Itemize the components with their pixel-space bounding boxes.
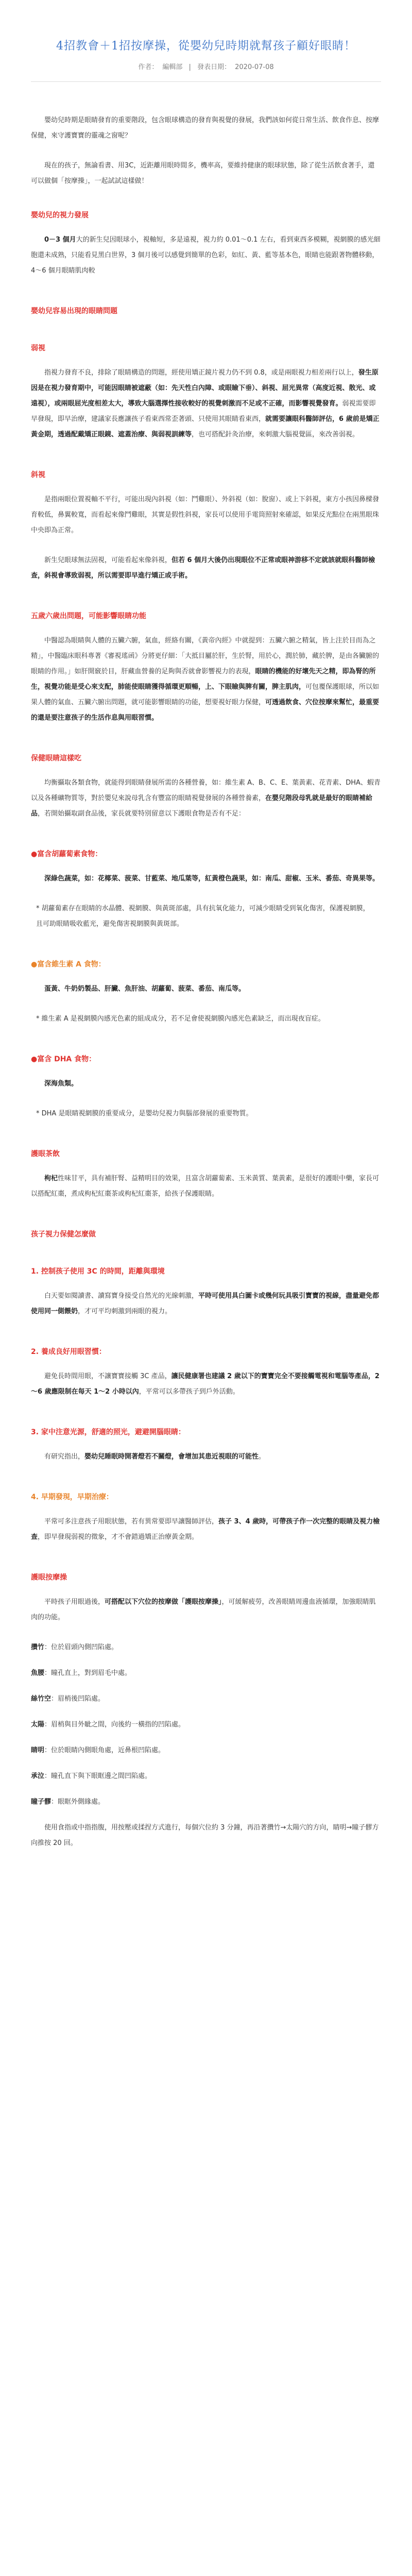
body-paragraph	[31, 633, 381, 726]
tip-heading: 2. 養成良好用眼習慣：	[31, 1348, 106, 1356]
tip-heading: 1. 控制孩子使用 3C 的時間，距離與環境	[31, 1267, 165, 1276]
acupoint-name: 睛明	[31, 1747, 45, 1754]
intro-paragraph: 現在的孩子，無論看書、用3C，近距離用眼時間多，機率高，要維持健康的眼球狀態，除了從生活飲食著手，還可以做個「按摩操」，一起試試這樣做！	[31, 162, 375, 185]
tip-heading: 4. 早期發現，早期治療：	[31, 1493, 113, 1501]
acupoint-item	[31, 1769, 381, 1784]
acupoint-desc: ：眼眶外側緣處。	[51, 1798, 105, 1806]
body-text: 可包覆保護眼球，所以如果人體的氣血、五臟六腑出問題，就可能影響眼睛的功能，想要視好眼力保健，	[31, 683, 380, 706]
emphasis-text: 就需要讓眼科醫師評估，6 歲前是矯正黃金期，透過配戴矯正眼鏡、遮蓋治療、與弱視訓練等	[31, 415, 380, 438]
emphasis-text: 深綠色蔬菜，如：花椰菜、菠菜、甘藍菜、地瓜葉等，紅黃橙色蔬果，如：南瓜、甜椒、玉米、番茄、奇異果等。	[44, 875, 380, 883]
emphasis-text: 可透過飲食、穴位按摩來幫忙，最重要的還是要注意孩子的生活作息與用眼習慣。	[31, 699, 380, 722]
acupoint-list	[31, 1640, 381, 1810]
acupoint-desc: ：位於眼睛內側眼角處，近鼻根凹陷處。	[44, 1747, 165, 1754]
food-group-label: ●富含維生素 A 食物：	[31, 960, 106, 969]
emphasis-text: 平時可使用具白圖卡或幾何玩具吸引寶寶的視線，盡量避免都使用同一側餵奶	[31, 1292, 380, 1315]
section-heading: 護眼按摩操	[31, 1573, 67, 1582]
body-paragraph	[31, 1171, 381, 1202]
body-text: 有研究指出，	[44, 1453, 85, 1461]
body-text: 平常可多注意孩子用眼狀態，若有異常要即早讓醫師評估，	[44, 1518, 219, 1526]
food-group-label: ●富含胡蘿蔔素食物：	[31, 850, 102, 858]
body-paragraph	[31, 1369, 381, 1400]
acupoint-desc: ：瞳孔直上，對到眉毛中處。	[44, 1669, 132, 1677]
section-heading: 孩子視力保健怎麼做	[31, 1230, 96, 1239]
body-text: ，也可搭配針灸治療，來刺激大腦視覺區，來改善弱視。	[192, 431, 359, 438]
subsection-heading: 護眼茶飲	[31, 1150, 60, 1158]
date-label: 發表日期：	[197, 63, 231, 71]
method-paragraph	[31, 1820, 381, 1851]
body-text: 。	[259, 1453, 266, 1461]
body-paragraph	[31, 775, 381, 822]
body-text: 指視力發育不良，排除了眼睛構造的問題，經使用矯正鏡片視力仍不到 0.8，或是兩眼視力相差兩行以上，	[44, 369, 358, 377]
body-paragraph	[31, 1289, 381, 1319]
emphasis-text: 讓民健康署也建議 2 歲以下的寶寶完全不要接觸電視和電腦等產品，2～6 歲應限制在每天 1～2 小時以內	[31, 1372, 380, 1396]
body-text: ，平常可以多帶孩子到戶外活動。	[139, 1388, 239, 1396]
emphasis-text: 0－3 個月	[44, 236, 76, 244]
section-heading: 保健眼睛這樣吃	[31, 754, 81, 762]
body-text: 平時孩子用眼過後，	[44, 1598, 105, 1606]
body-text: 白天要如閱讀書、讀寫寶身接受自然光的光線刺激，	[44, 1292, 199, 1300]
acupoint-desc: ：瞳孔直下與下眼眶邊之間凹陷處。	[44, 1772, 152, 1780]
food-group-label: ●富含 DHA 食物：	[31, 1055, 96, 1063]
emphasis-text: 但若 6 個月大後仍出現眼位不正常或眼神游移不定就該就眼科醫師檢查，斜視會導致弱視，所以需要即早進行矯正或手術。	[31, 556, 375, 580]
emphasis-text: 脾有關，脾主肌肉，	[245, 683, 306, 691]
body-paragraph	[31, 553, 381, 584]
body-paragraph	[31, 1514, 381, 1545]
body-text: 均衡攝取各類食物，就能得到眼睛發展所需的各種營養，如：維生素 A、B、C、E、葉黃素、花青素、DHA、蝦青以及各種礦物質等，對於嬰兒來說母乳含有豐富的眼睛視覺發展的各種營養素，	[31, 779, 381, 802]
subsection-heading: 弱視	[31, 344, 45, 352]
emphasis-text: 在嬰兒階段母乳就是最好的眼睛補給品	[31, 794, 373, 818]
subsection-heading: 五歲六歲出問題，可能影響眼睛功能	[31, 612, 146, 620]
food-list	[31, 1076, 381, 1092]
tip-heading: 3. 家中注意光源，舒適的照光，避避開腦眼睛：	[31, 1428, 185, 1436]
emphasis-text: 孩子 3、4 歲時，可帶孩子作一次完整的眼睛及視力檢查	[31, 1518, 380, 1541]
body-paragraph: 是指兩眼位置視軸不平行，可能出現內斜視（如：鬥雞眼）、外斜視（如：脫窗）、或上下斜視，東方小孩因鼻樑發育較低，鼻翼較寬，而看起來像鬥雞眼，其實是假性斜視，家長可以使用手電筒照射來確認，如果反光點位在兩黑眼珠中央即為正常。	[31, 496, 380, 534]
food-note: * 維生素 A 是視網膜內感光色素的組成成分，若不足會使視網膜內感光色素缺乏，而出現夜盲症。	[36, 1015, 325, 1023]
food-list	[31, 871, 381, 887]
emphasis-text: 枸杞	[44, 1175, 58, 1182]
body-text: 性味甘平，具有補肝腎、益精明目的效果，且富含胡蘿蔔素、玉米黃質、葉黃素，是很好的護眼中藥，家長可以搭配紅棗，煮成枸杞紅棗茶或枸杞紅棗茶，給孩子保護眼睛。	[31, 1175, 380, 1198]
acupoint-item	[31, 1743, 381, 1758]
article-title: 4招教會＋1招按摩操，從嬰幼兒時期就幫孩子顧好眼睛！	[56, 40, 356, 53]
body-text: 睛明→瞳子髎方向推按 20 回。	[31, 1824, 379, 1847]
body-paragraph	[31, 1595, 381, 1625]
body-text: 避免長時間用眼，不讓寶寶接觸 3C 產品，	[44, 1372, 171, 1380]
author-name: 編輯部	[162, 63, 183, 71]
acupoint-name: 絲竹空	[31, 1695, 52, 1703]
publish-date: 2020-07-08	[235, 63, 274, 71]
food-note: * DHA 是眼睛視網膜的重要成分，是嬰幼兒視力與腦部發展的重要物質。	[36, 1110, 253, 1117]
body-text: 使用食指或中指指腹，用按壓或揉捏方式進行，每個穴位約 3 分鐘，再沿著攢竹→太陽穴的方向，	[44, 1824, 333, 1832]
section-heading: 嬰幼兒的視力發展	[31, 211, 89, 219]
section-heading: 嬰幼兒容易出現的眼睛問題	[31, 307, 117, 315]
food-list	[31, 981, 381, 997]
acupoint-item	[31, 1794, 381, 1810]
body-paragraph	[31, 232, 381, 279]
emphasis-text: 發生原因是在視力發育期中，可能因眼睛被遮蔽（如：先天性白內障、或眼瞼下垂）、斜視、屈光異常（高度近視、散光、或遠視），或兩眼屈光度相差太大，導致大腦選擇性接收較好的視覺刺激而不足或不正確，而影響視覺發育。	[31, 369, 379, 408]
emphasis-text: 可搭配以下穴位的按摩做「護眼按摩操」	[105, 1598, 222, 1606]
acupoint-item	[31, 1691, 381, 1707]
emphasis-text: 嬰幼兒睡眠時開著燈若不關燈，會增加其患近視眼的可能性	[84, 1453, 259, 1461]
acupoint-item	[31, 1666, 381, 1681]
meta-divider: |	[188, 63, 191, 71]
acupoint-desc: ：位於眉頭內側凹陷處。	[44, 1643, 118, 1651]
acupoint-name: 承泣	[31, 1772, 45, 1780]
subsection-heading: 斜視	[31, 471, 45, 479]
acupoint-name: 攢竹	[31, 1643, 45, 1651]
body-text: 如肝開竅於目，肝藏血營養的足夠與否就會影響視力的表現，	[74, 668, 255, 675]
acupoint-desc: ：眉梢與目外眦之間，向後約一橫指的凹陷處。	[44, 1721, 185, 1728]
acupoint-name: 瞳子髎	[31, 1798, 52, 1806]
body-text: 中醫認為眼睛與人體的五臟六腑，氣血，經絡有關，《黃帝內經》中就提到：五臟六腑之精氣，皆上注於目而為之精」，	[31, 637, 376, 660]
food-note: * 胡蘿蔔素存在眼睛的水晶體、視網膜、與黃斑部處，具有抗氧化能力，可減少眼睛受到氧化傷害，保護視網膜，且可助眼睛吸收藍光，避免傷害視網膜與黃斑部。	[36, 905, 370, 928]
body-text: ，即早發現弱視的徵象，才不會錯過矯正治療黃金期。	[38, 1533, 199, 1541]
body-paragraph	[31, 365, 381, 443]
body-text: 弱視需要即早發現，即早治療，建議家長應讓孩子看東西常歪著頭、只使用其眼睛看東西，	[31, 400, 376, 423]
body-text: ，可緩解疲勞，改善眼睛周邊血液循環，加強眼睛肌肉的功能。	[31, 1598, 376, 1621]
body-text: 新生兒眼球無法固視，可能看起來像斜視，	[44, 556, 172, 564]
acupoint-item	[31, 1640, 381, 1655]
body-text: 大的新生兒因眼球小，視軸短，多是遠視，視力約 0.01～0.1 左右，看到東西多模糊，視網膜的感光細胞還未成熟，只能看見黑白世界，3 個月後可以感覺到簡單的色彩，如紅、黃、藍等基本色，眼睛也能跟著物體移動，4～6 個月眼睛肌肉較	[31, 236, 381, 275]
acupoint-item	[31, 1717, 381, 1733]
article-meta	[31, 61, 381, 71]
acupoint-name: 太陽	[31, 1721, 45, 1728]
body-paragraph	[31, 1449, 381, 1465]
author-label: 作者：	[138, 63, 159, 71]
emphasis-text: 蛋黃、牛奶奶製品、肝臟、魚肝油、胡蘿蔔、菠菜、番茄、南瓜等。	[44, 985, 246, 993]
emphasis-text: 眼睛的機能的好壞先天之精，即為腎的所生，視覺功能是受心來支配，	[31, 668, 376, 691]
acupoint-desc: ：眉梢後凹陷處。	[51, 1695, 105, 1703]
body-text: 中醫臨床眼科專著《審視瑤函》分將更仔細：「大抵目屬於肝，生於腎，用於心，潤於肺，藏於脾，是由各臟腑的眼睛的作用。」	[31, 652, 380, 675]
body-text: ，才可平均刺激到兩眼的視力。	[78, 1308, 172, 1315]
acupoint-name: 魚腰	[31, 1669, 45, 1677]
intro-paragraph: 嬰幼兒時期是眼睛發育的重要階段，包含眼球構造的發育與視覺的發展，我們該如何從日常生活、飲食作息、按摩保健，來守護寶寶的靈魂之窗呢？	[31, 116, 380, 140]
emphasis-text: 肺能使眼睛獲得循環更順暢，上、下眼瞼與	[118, 683, 246, 691]
article	[15, 0, 397, 1896]
title-divider	[31, 81, 381, 82]
emphasis-text: 深海魚類。	[44, 1080, 78, 1088]
body-text: ，若開始攝取副食品後，家長就要特別留意以下護眼食物是否有不足：	[38, 810, 246, 818]
